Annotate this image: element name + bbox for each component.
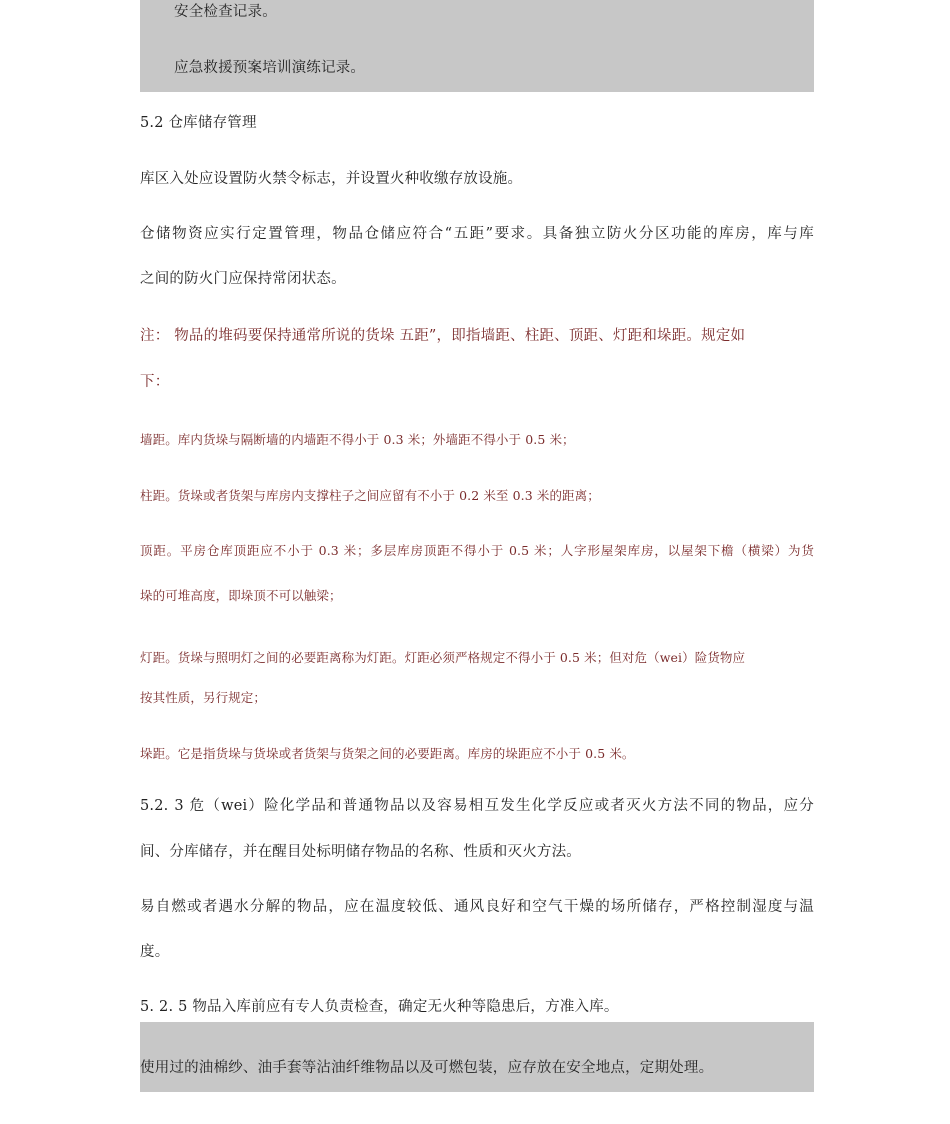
rule-top-distance-l2: 垛的可堆高度，即垛顶不可以触梁； [140,588,342,603]
rule-lamp-distance-l2: 按其性质，另行规定； [140,690,267,705]
rule-wall-distance: 墙距。库内货垛与隔断墙的内墙距不得小于 0.3 米；外墙距不得小于 0.5 米； [140,432,575,447]
rule-lamp-distance-l1: 灯距。货垛与照明灯之间的必要距离称为灯距。灯距必须严格规定不得小于 0.5 米；但对危（wei）险货物应 [140,650,746,665]
rule-column-distance: 柱距。货垛或者货架与库房内支撑柱子之间应留有不小于 0.2 米至 0.3 米的距离； [140,488,600,503]
text-emergency-drill-record: 应急救援预案培训演练记录。 [174,60,366,76]
paragraph-fire-ban-signs: 库区入处应设置防火禁令标志，并设置火种收缴存放设施。 [140,171,523,187]
note-five-distances-l2: 下： [140,374,170,390]
rule-stack-distance: 垛距。它是指货垛与货垛或者货架与货架之间的必要距离。库房的垛距应不小于 0.5 米。 [140,746,635,761]
paragraph-self-igniting-l1: 易自燃或者遇水分解的物品，应在温度较低、通风良好和空气干燥的场所储存，严格控制湿度与温 [140,899,814,915]
paragraph-inbound-inspection: 5. 2. 5 物品入库前应有专人负责检查，确定无火种等隐患后，方准入库。 [140,999,619,1015]
section-heading-warehouse-storage: 5.2 仓库储存管理 [140,115,257,131]
text-safety-inspection-record: 安全检查记录。 [174,4,277,20]
paragraph-hazardous-chemicals-l2: 间、分库储存，并在醒目处标明储存物品的名称、性质和灭火方法。 [140,844,581,860]
paragraph-fixed-position-l1: 仓储物资应实行定置管理，物品仓储应符合“五距”要求。具备独立防火分区功能的库房，库与库 [140,226,814,242]
paragraph-hazardous-chemicals-l1: 5.2. 3 危（wei）险化学品和普通物品以及容易相互发生化学反应或者灭火方法不同的物品，应分 [140,798,814,814]
paragraph-fixed-position-l2: 之间的防火门应保持常闭状态。 [140,271,346,287]
note-five-distances-l1: 注： 物品的堆码要保持通常所说的货垛 五距”，即指墙距、柱距、顶距、灯距和垛距。规定如 [140,328,746,344]
rule-top-distance-l1: 顶距。平房仓库顶距应不小于 0.3 米；多层库房顶距不得小于 0.5 米；人字形屋架库房，以屋架下檐（横梁）为货 [140,543,814,558]
paragraph-self-igniting-l2: 度。 [140,944,170,960]
paragraph-oily-materials: 使用过的油棉纱、油手套等沾油纤维物品以及可燃包装，应存放在安全地点，定期处理。 [140,1060,714,1076]
shaded-block-bottom [140,1022,814,1092]
